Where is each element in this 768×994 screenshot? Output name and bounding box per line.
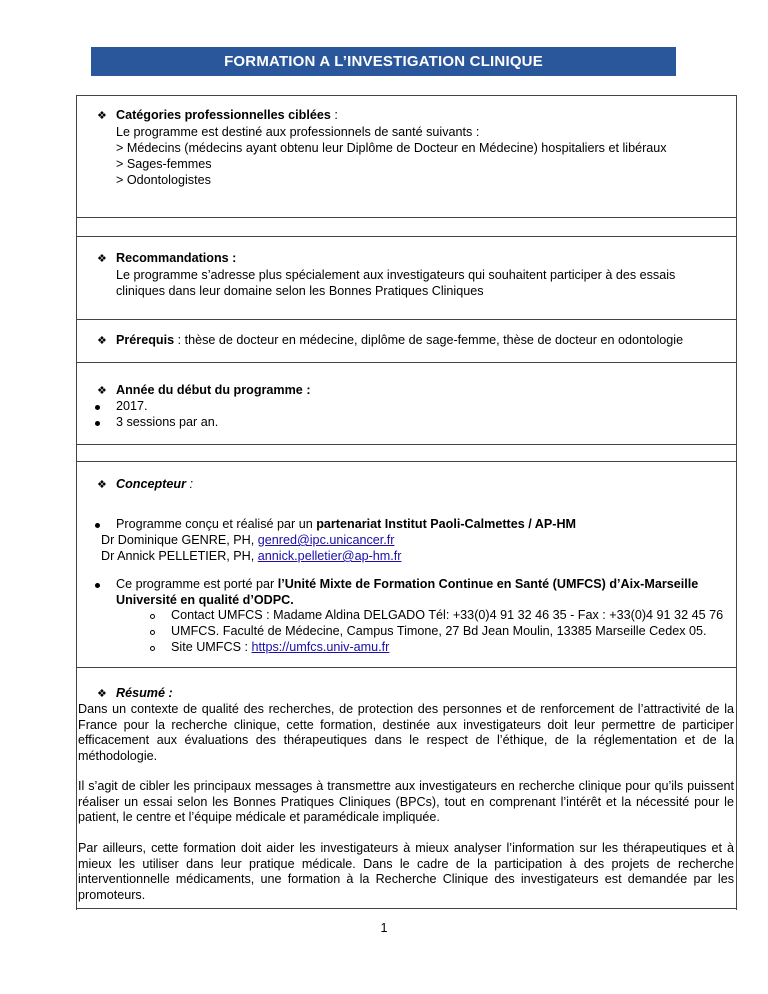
bullet-dot-icon [95,421,100,426]
text-line: Le programme est destiné aux professionnels de santé suivants : [116,125,480,139]
paragraph-text: Dans un contexte de qualité des recherches, de protection des personnes et de renforcement de l’attractivité de la France pour la recherche clinique, cette formation, destinée aux investigateurs doit leur permettre de participer efficacement aux évaluations des thérapeutiques dans le respect de l’éthique, de la réglementation et de la méthodologie. [78,702,734,763]
divider [76,908,737,909]
frame-top-border [76,95,737,96]
divider [76,236,737,237]
text-line: > Odontologistes [116,173,211,187]
bullet-dot-icon [95,523,100,528]
website-link[interactable]: https://umfcs.univ-amu.fr [251,640,390,654]
diamond-bullet-icon: ❖ [97,110,107,122]
list-item [116,577,698,592]
diamond-bullet-icon: ❖ [97,335,107,347]
text-line: > Sages-femmes [116,157,212,171]
bullet-dot-icon [95,405,100,410]
section-heading: Recommandations : [116,251,237,265]
divider [76,461,737,462]
text-line: cliniques dans leur domaine selon les Bonnes Pratiques Cliniques [116,284,484,298]
list-item: 3 sessions par an. [116,415,219,429]
contact-line [101,533,394,548]
summary-paragraph [76,841,738,903]
list-item: 2017. [116,399,148,413]
divider [76,217,737,218]
text-span: Programme conçu et réalisé par un [116,517,317,531]
sub-list-item: UMFCS. Faculté de Médecine, Campus Timone, 27 Bd Jean Moulin, 13385 Marseille Cedex 05. [171,624,707,638]
divider [76,667,737,668]
diamond-bullet-icon: ❖ [97,479,107,491]
document-title: FORMATION A L’INVESTIGATION CLINIQUE [91,47,676,76]
text-line: > Médecins (médecins ayant obtenu leur Diplôme de Docteur en Médecine) hospitaliers et libéraux [116,141,667,155]
summary-paragraph [76,702,738,764]
list-item [116,517,576,532]
circle-bullet-icon [150,646,155,651]
section-heading: Concepteur [116,477,186,491]
sub-list-item [171,640,389,655]
summary-paragraph [76,779,738,826]
organization-name: l’Unité Mixte de Formation Continue en Santé (UMFCS) d’Aix-Marseille [277,577,699,591]
sub-list-item: Contact UMFCS : Madame Aldina DELGADO Tél: +33(0)4 91 32 46 35 - Fax : +33(0)4 91 32 45 76 [171,608,724,622]
text-line: Le programme s’adresse plus spécialement aux investigateurs qui souhaitent participer à des essais [116,268,676,282]
partnership-name: partenariat Institut Paoli-Calmettes / AP-HM [316,517,577,531]
section-heading: Année du début du programme : [116,383,311,397]
paragraph-text: Il s’agit de cibler les principaux messages à transmettre aux investigateurs en recherche clinique pour qu’ils puissent réaliser un essai selon les Bonnes Pratiques Cliniques (BPCs), tout en comprenant l’intérêt et la nécessité pour le patient, le centre et l’équipe médicale et paramédicale impliquée. [78,779,734,824]
heading-suffix: : [330,108,338,122]
section-heading-row [116,108,338,123]
section-heading: Résumé : [116,686,173,700]
prerequisites-text: : thèse de docteur en médecine, diplôme de sage-femme, thèse de docteur en odontologie [174,333,684,347]
diamond-bullet-icon: ❖ [97,385,107,397]
section-heading-row [116,477,193,492]
section-heading-row [116,333,683,348]
paragraph-text: Par ailleurs, cette formation doit aider les investigateurs à mieux analyser l’information sur les thérapeutiques et à mieux les utiliser dans leur pratique médicale. Dans le cadre de la participation à des projets de recherche interventionnelle médicaments, une formation à la Recherche Clinique des investigateurs est demandée par les promoteurs. [78,841,734,902]
circle-bullet-icon [150,630,155,635]
page-number: 1 [380,921,388,935]
contact-line [101,549,401,564]
heading-suffix: : [185,477,193,491]
bullet-dot-icon [95,583,100,588]
contact-name: Dr Dominique GENRE, PH, [101,533,258,547]
divider [76,319,737,320]
circle-bullet-icon [150,614,155,619]
diamond-bullet-icon: ❖ [97,688,107,700]
contact-name: Dr Annick PELLETIER, PH, [101,549,258,563]
email-link[interactable]: annick.pelletier@ap-hm.fr [257,549,402,563]
divider [76,444,737,445]
section-heading: Prérequis [116,333,175,347]
text-span: Site UMFCS : [171,640,252,654]
divider [76,362,737,363]
text-span: Ce programme est porté par [116,577,278,591]
email-link[interactable]: genred@ipc.unicancer.fr [257,533,395,547]
diamond-bullet-icon: ❖ [97,253,107,265]
organization-name-cont: Université en qualité d’ODPC. [116,593,294,607]
section-heading: Catégories professionnelles ciblées [116,108,331,122]
